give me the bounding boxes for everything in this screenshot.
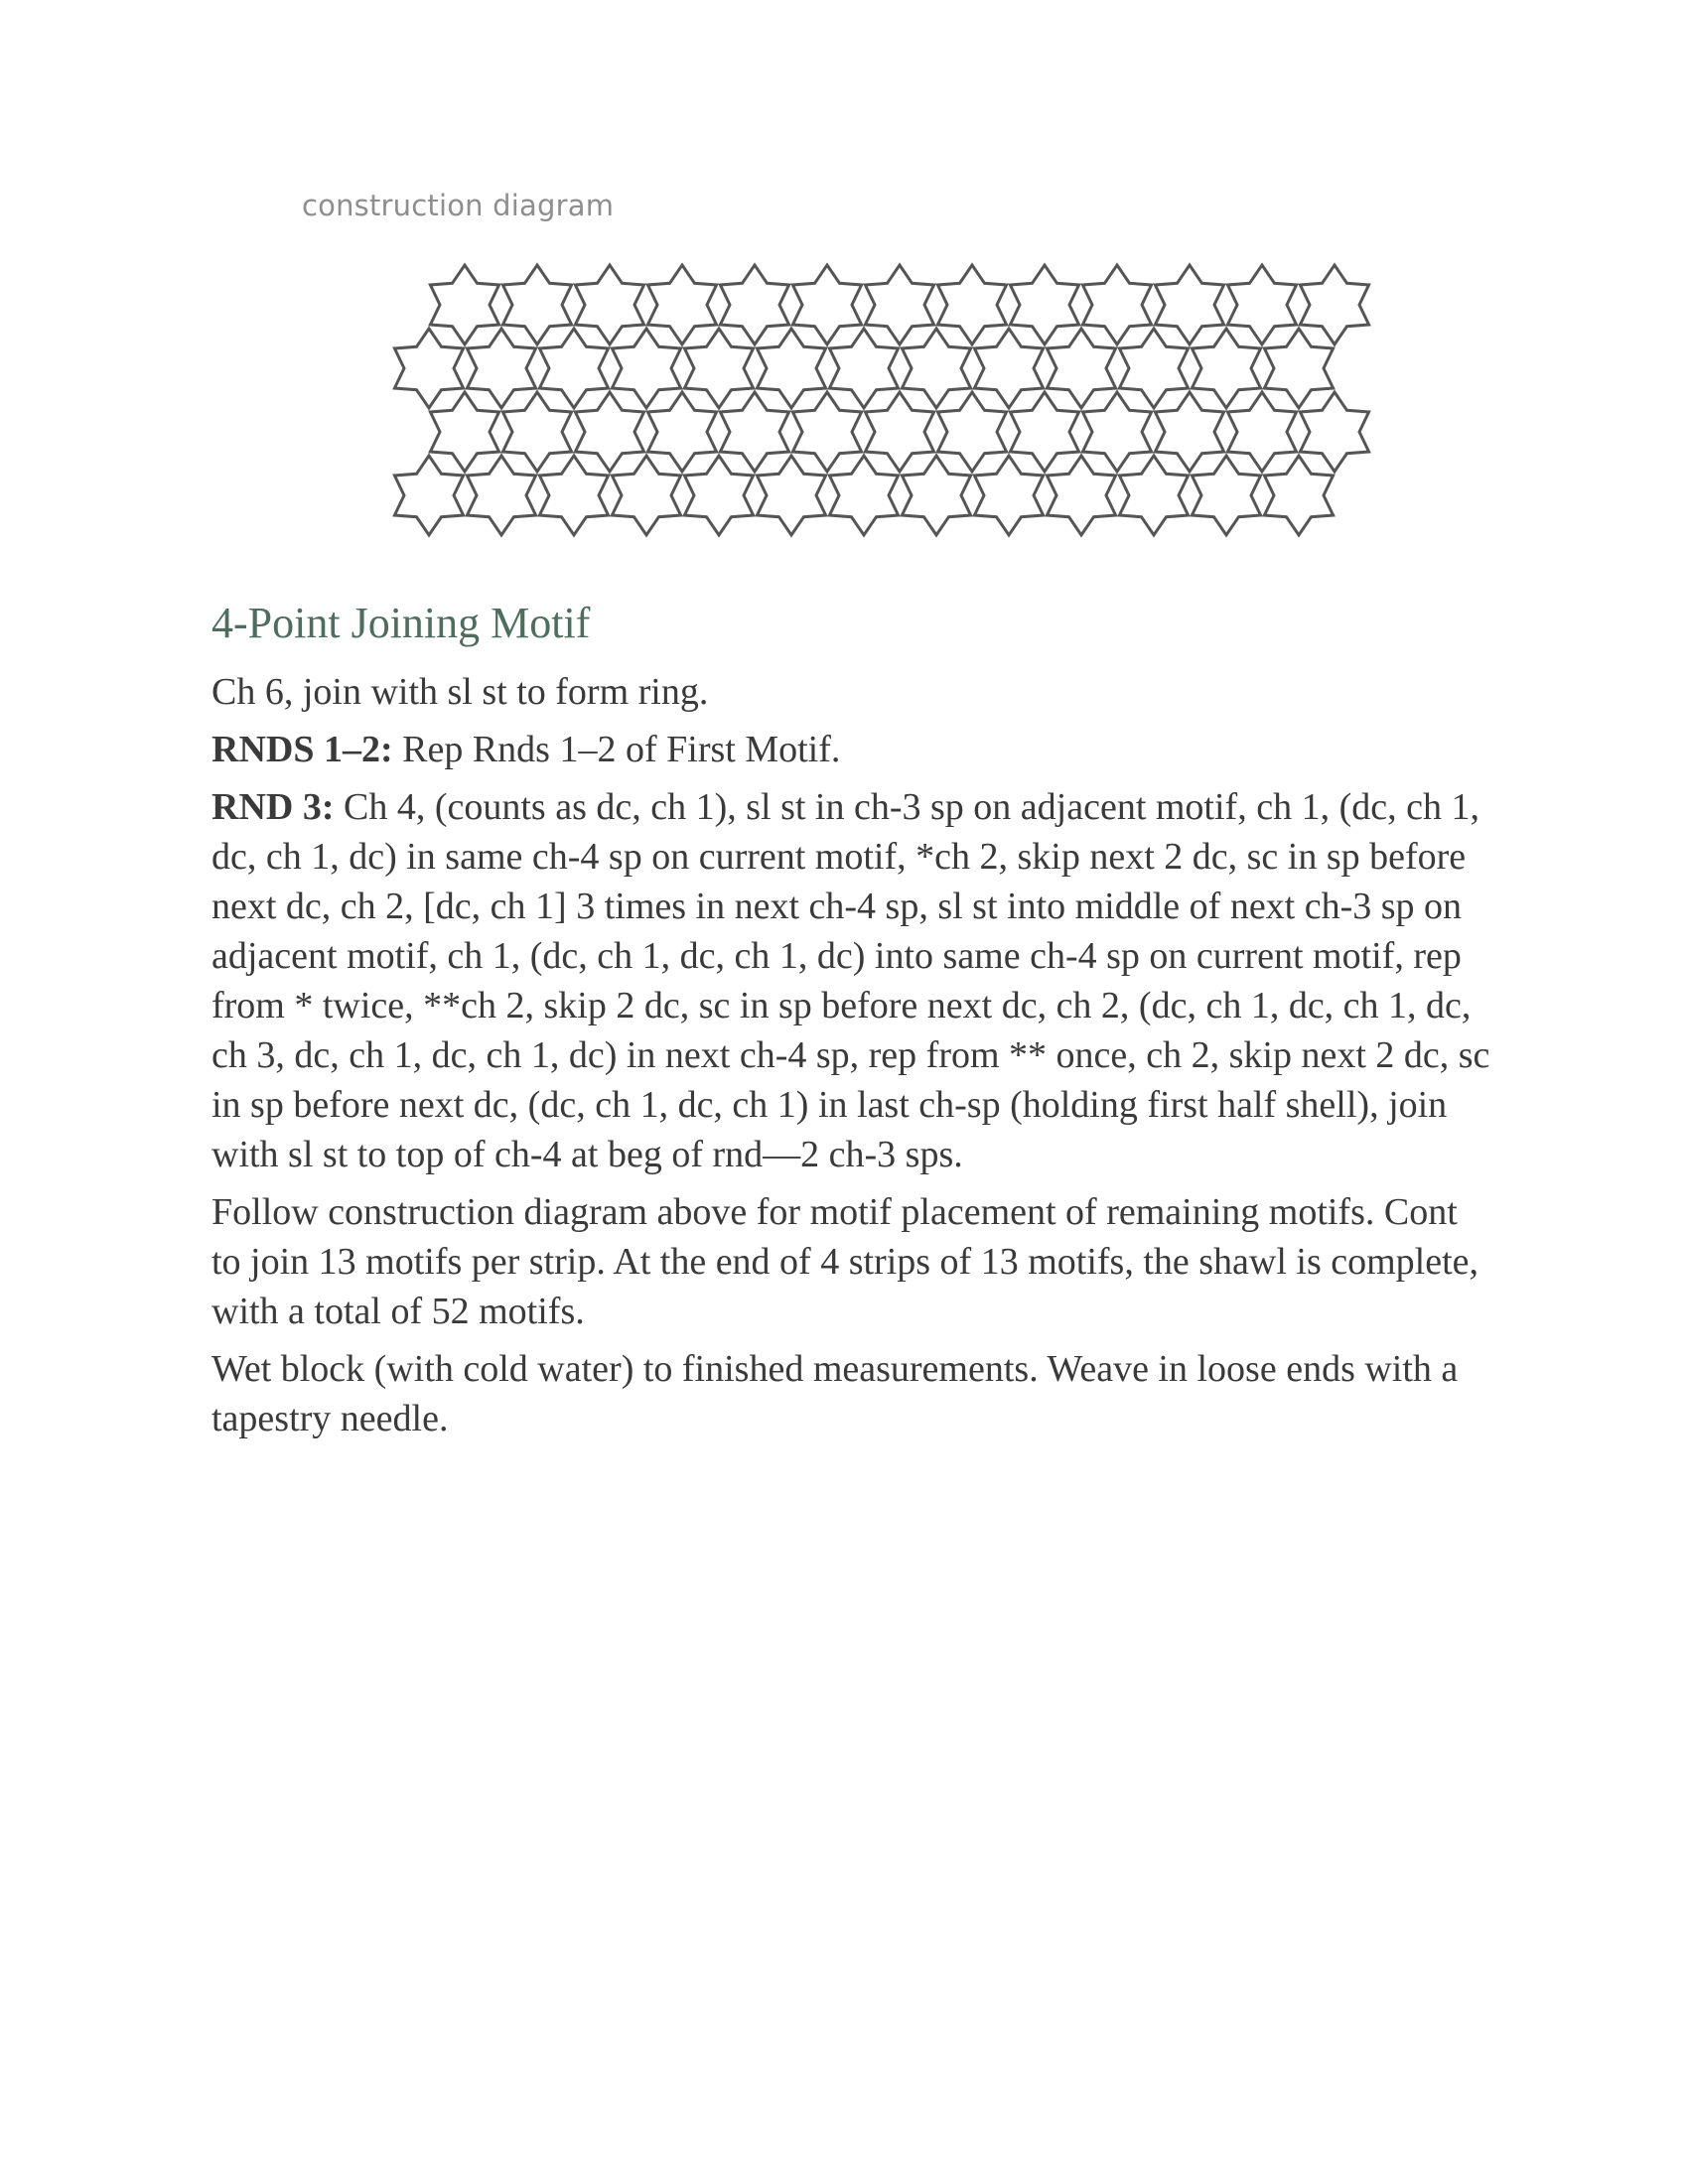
star-motif	[430, 392, 498, 472]
star-motif	[829, 329, 898, 408]
star-motif	[394, 329, 463, 408]
star-motif	[684, 329, 753, 408]
instruction-paragraph-ring	[211, 667, 1492, 717]
star-motif	[829, 456, 898, 535]
star-motif	[1227, 392, 1296, 472]
star-motif	[612, 329, 680, 408]
star-motif	[647, 392, 716, 472]
pattern-section	[211, 596, 1492, 1451]
star-motif	[902, 456, 970, 535]
star-motif	[1047, 329, 1115, 408]
star-motif	[1192, 456, 1260, 535]
star-motif	[720, 265, 788, 344]
diagram-caption: construction diagram	[302, 189, 615, 222]
star-motif	[757, 329, 825, 408]
star-motif	[539, 329, 608, 408]
star-motif	[902, 329, 970, 408]
star-motif	[757, 456, 825, 535]
star-motif	[647, 265, 716, 344]
star-motif	[575, 265, 643, 344]
star-motif	[1010, 392, 1078, 472]
instruction-paragraph-rnd-3	[211, 782, 1492, 1179]
star-motif	[1300, 392, 1368, 472]
star-motif	[720, 392, 788, 472]
star-motif	[1264, 329, 1333, 408]
star-motif	[1119, 329, 1188, 408]
instruction-text: Ch 4, (counts as dc, ch 1), sl st in ch-3 sp on adjacent motif, ch 1, (dc, ch 1, dc, ch 1, dc) in same ch-4 sp on current motif, *ch 2, skip next 2 dc, sc in sp before next dc, ch 2, [dc, ch 1] 3 times in next ch-4 sp, sl st into middle of next ch-3 sp on adjacent motif, ch 1, (dc, ch 1, dc, ch 1, dc) into same ch-4 sp on current motif, rep from * twice, **ch 2, skip 2 dc, sc in sp before next dc, ch 2, (dc, ch 1, dc, ch 1, dc, ch 3, dc, ch 1, dc, ch 1, dc) in next ch-4 sp, rep from ** once, ch 2, skip next 2 dc, sc in sp before next dc, (dc, ch 1, dc, ch 1) in last ch-sp (holding first half shell), join with sl st to top of ch-4 at beg of rnd—2 ch-3 sps.	[211, 786, 1490, 1175]
star-motif	[1227, 265, 1296, 344]
star-motif	[502, 392, 571, 472]
star-motif	[1047, 456, 1115, 535]
star-motif	[865, 392, 933, 472]
star-motif	[467, 456, 535, 535]
instruction-label: RND 3:	[211, 786, 335, 828]
star-motif	[539, 456, 608, 535]
star-motif	[1155, 265, 1223, 344]
star-motif	[792, 265, 861, 344]
construction-diagram	[381, 253, 1394, 551]
star-motif	[792, 392, 861, 472]
star-motif	[684, 456, 753, 535]
star-motif	[467, 329, 535, 408]
star-motif	[1264, 456, 1333, 535]
instruction-text: Wet block (with cold water) to finished measurements. Weave in loose ends with a tapestry needle.	[211, 1348, 1459, 1439]
star-motif	[394, 456, 463, 535]
instruction-paragraph-placement	[211, 1187, 1492, 1336]
star-motif	[865, 265, 933, 344]
star-motif	[575, 392, 643, 472]
star-motif	[1082, 265, 1151, 344]
star-motif	[974, 329, 1043, 408]
instruction-text: Ch 6, join with sl st to form ring.	[211, 671, 709, 713]
instruction-text: Rep Rnds 1–2 of First Motif.	[392, 729, 841, 770]
star-motif	[937, 265, 1006, 344]
star-motif	[502, 265, 571, 344]
star-motif	[1155, 392, 1223, 472]
star-motif	[937, 392, 1006, 472]
instruction-text: Follow construction diagram above for motif placement of remaining motifs. Cont to join 13 motifs per strip. At the end of 4 strips of 13 motifs, the shawl is complete, with a total of 52 motifs.	[211, 1191, 1479, 1332]
star-motif	[1192, 329, 1260, 408]
star-motif	[1082, 392, 1151, 472]
star-motif	[1119, 456, 1188, 535]
star-motif	[430, 265, 498, 344]
star-motif	[612, 456, 680, 535]
section-title: 4-Point Joining Motif	[211, 599, 591, 647]
instruction-paragraph-rnds-1-2	[211, 725, 1492, 774]
star-motif	[974, 456, 1043, 535]
star-motif	[1300, 265, 1368, 344]
instruction-paragraph-finishing	[211, 1344, 1492, 1443]
star-motif	[1010, 265, 1078, 344]
instruction-label: RNDS 1–2:	[211, 729, 393, 770]
construction-diagram-svg	[381, 253, 1394, 551]
